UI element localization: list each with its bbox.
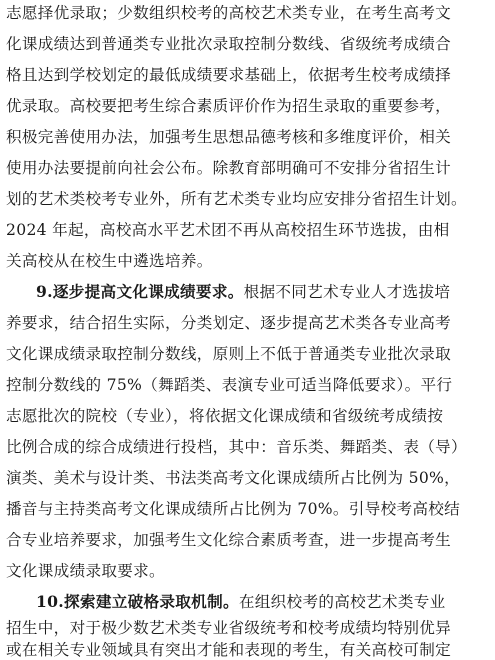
paragraph-9-line-10: 文化课成绩录取要求。	[6, 562, 165, 580]
paragraph-9-heading: 9.逐步提高文化课成绩要求。	[36, 282, 244, 301]
paragraph-9-line-7: 演类、美术与设计类、书法类高考文化课成绩所占比例为 50%，	[6, 469, 461, 487]
paragraph-10-line-1: 在组织校考的高校艺术类专业	[238, 593, 446, 611]
paragraph-8-line-7: 划的艺术类校考专业外，所有艺术类专业均应安排分省招生计划。	[6, 190, 467, 208]
paragraph-8-line-1: 志愿择优录取；少数组织校考的高校艺术类专业，在考生高考文	[6, 4, 452, 22]
paragraph-10-first-line	[36, 592, 446, 612]
paragraph-10-line-2: 招生中，对于极少数艺术类专业省级统考和校考成绩均特别优异	[6, 619, 452, 637]
paragraph-9-line-1: 根据不同艺术专业人才选拔培	[243, 283, 451, 301]
paragraph-9-line-5: 志愿批次的院校（专业），将依据文化课成绩和省级统考成绩按	[6, 407, 444, 425]
paragraph-8-line-2: 化课成绩达到普通类专业批次录取控制分数线、省级统考成绩合	[6, 35, 452, 53]
paragraph-9-line-6: 比例合成的综合成绩进行投档，其中：音乐类、舞蹈类、表（导）	[6, 438, 467, 456]
paragraph-9-line-4: 控制分数线的 75%（舞蹈类、表演专业可适当降低要求）。平行	[6, 376, 453, 394]
paragraph-8-line-6: 使用办法要提前向社会公布。除教育部明确可不安排分省招生计	[6, 159, 452, 177]
paragraph-9-first-line	[36, 282, 450, 302]
paragraph-9-line-9: 合专业培养要求，加强考生文化综合素质考查，进一步提高考生	[6, 531, 452, 549]
paragraph-8-line-9: 关高校从在校生中遴选培养。	[6, 252, 213, 270]
paragraph-10-line-3: 或在相关专业领域具有突出才能和表现的考生，有关高校可制定	[6, 641, 452, 659]
paragraph-8-line-8: 2024 年起，高校高水平艺术团不再从高校招生环节选拔，由相	[6, 221, 450, 239]
paragraph-9-line-3: 文化课成绩录取控制分数线，原则上不低于普通类专业批次录取	[6, 345, 452, 363]
paragraph-9-line-2: 养要求，结合招生实际，分类划定、逐步提高艺术类各专业高考	[6, 314, 452, 332]
paragraph-10-heading: 10.探索建立破格录取机制。	[36, 592, 239, 611]
paragraph-9-line-8: 播音与主持类高考文化课成绩所占比例为 70%。引导校考高校结	[6, 500, 461, 518]
paragraph-8-line-3: 格且达到学校划定的最低成绩要求基础上，依据考生校考成绩择	[6, 66, 452, 84]
paragraph-8-line-5: 积极完善使用办法，加强考生思想品德考核和多维度评价，相关	[6, 128, 452, 146]
paragraph-8-line-4: 优录取。高校要把考生综合素质评价作为招生录取的重要参考，	[6, 97, 452, 115]
